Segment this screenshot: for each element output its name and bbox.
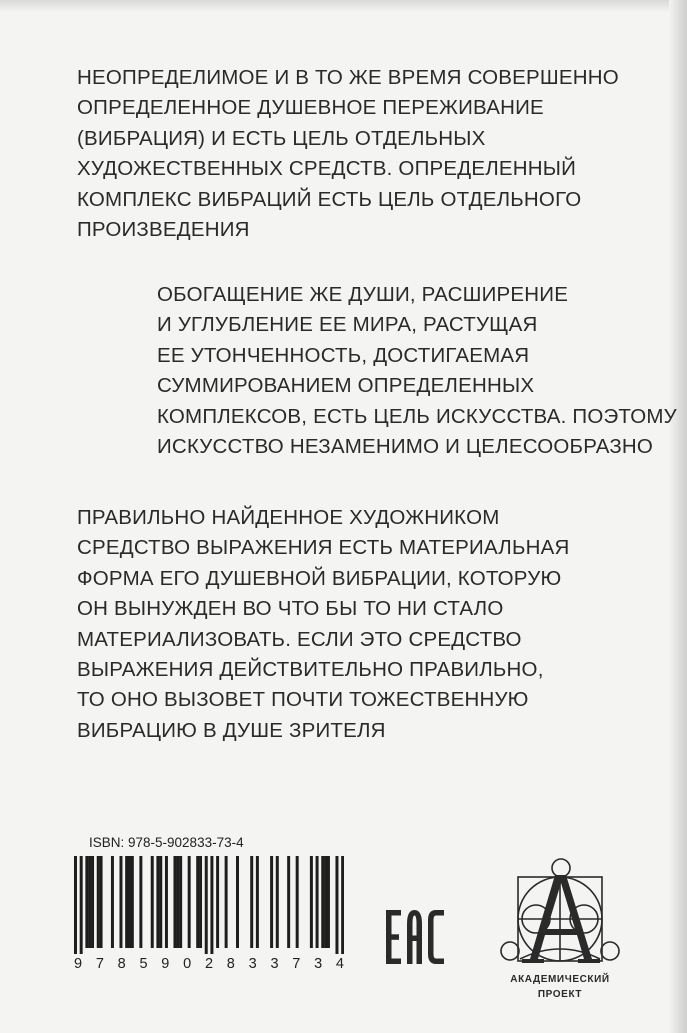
isbn-label: ISBN: 978-5-902833-73-4 [89, 835, 244, 850]
barcode-bar [321, 856, 324, 948]
quote-line: КОМПЛЕКС ВИБРАЦИЙ ЕСТЬ ЦЕЛЬ ОТДЕЛЬНОГО [77, 187, 582, 211]
quote-line: ОН ВЫНУЖДЕН ВО ЧТО БЫ ТО НИ СТАЛО [77, 597, 504, 621]
barcode-bar [131, 856, 134, 948]
barcode-bar [199, 856, 202, 948]
quote-line: ВИБРАЦИЮ В ДУШЕ ЗРИТЕЛЯ [77, 718, 386, 742]
barcode-bar [216, 856, 219, 948]
publisher-name-line-2: ПРОЕКТ [537, 989, 583, 1000]
barcode-bar [324, 856, 327, 948]
quote-line: ЕЕ УТОНЧЕННОСТЬ, ДОСТИГАЕМАЯ [157, 343, 530, 367]
barcode-bar [88, 856, 91, 948]
barcode-bar [119, 856, 122, 948]
barcode-digits: 9785902833734 [74, 956, 344, 971]
barcode-bar [128, 856, 131, 948]
barcode-bar [205, 856, 208, 954]
quote-paragraph-3 [77, 503, 569, 746]
barcode-bar [97, 856, 100, 948]
quote-line: ИСКУССТВО НЕЗАМЕНИМО И ЦЕЛЕСООБРАЗНО [157, 435, 654, 459]
barcode-bar [159, 856, 162, 948]
barcode-bar [165, 856, 168, 948]
quote-line: МАТЕРИАЛИЗОВАТЬ. ЕСЛИ ЭТО СРЕДСТВО [77, 627, 522, 651]
barcode-bar [287, 856, 290, 948]
barcode-bar [236, 856, 239, 948]
barcode-bar [210, 856, 213, 954]
quote-line: ХУДОЖЕСТВЕННЫХ СРЕДСТВ. ОПРЕДЕЛЕННЫЙ [77, 157, 577, 181]
quote-paragraph-2 [157, 280, 677, 462]
barcode-bar [91, 856, 94, 948]
quote-line: ТО ОНО ВЫЗОВЕТ ПОЧТИ ТОЖЕСТВЕННУЮ [77, 688, 529, 712]
quote-line: НЕОПРЕДЕЛИМОЕ И В ТО ЖЕ ВРЕМЯ СОВЕРШЕННО [77, 66, 619, 89]
quote-line: И УГЛУБЛЕНИЕ ЕЕ МИРА, РАСТУЩАЯ [157, 313, 538, 337]
quote-line: ВЫРАЖЕНИЯ ДЕЙСТВИТЕЛЬНО ПРАВИЛЬНО, [77, 658, 544, 682]
quote-line: КОМПЛЕКСОВ, ЕСТЬ ЦЕЛЬ ИСКУССТВА. ПОЭТОМУ [157, 404, 677, 428]
barcode-bar [250, 856, 253, 948]
barcode-bar [74, 856, 77, 954]
quote-line: ПРАВИЛЬНО НАЙДЕННОЕ ХУДОЖНИКОМ [77, 506, 500, 529]
barcode-bar [310, 856, 313, 948]
quote-line: ПРОИЗВЕДЕНИЯ [77, 218, 250, 242]
barcode-bar [270, 856, 273, 948]
publisher-name [490, 972, 630, 1002]
quote-line: (ВИБРАЦИЯ) И ЕСТЬ ЦЕЛЬ ОТДЕЛЬНЫХ [77, 126, 486, 150]
barcode-bar [256, 856, 259, 948]
barcode-bar [296, 856, 299, 948]
barcode [74, 856, 344, 971]
barcode-bar [125, 856, 128, 948]
quote-paragraph-1 [77, 63, 619, 245]
barcode-bar [85, 856, 88, 948]
book-spine-edge [669, 0, 687, 1033]
quote-line: СРЕДСТВО ВЫРАЖЕНИЯ ЕСТЬ МАТЕРИАЛЬНАЯ [77, 536, 570, 560]
barcode-bar [276, 856, 279, 948]
eac-mark-icon [386, 910, 444, 964]
publisher-name-line-1: АКАДЕМИЧЕСКИЙ [510, 974, 610, 985]
barcode-bar [80, 856, 83, 954]
barcode-bar [176, 856, 179, 948]
barcode-bar [341, 856, 344, 954]
quote-line: СУММИРОВАНИЕМ ОПРЕДЕЛЕННЫХ [157, 374, 535, 398]
barcode-bar [327, 856, 330, 948]
quote-line: ОБОГАЩЕНИЕ ЖЕ ДУШИ, РАСШИРЕНИЕ [157, 283, 569, 306]
barcode-bar [188, 856, 191, 948]
barcode-bar [173, 856, 176, 948]
barcode-bar [196, 856, 199, 948]
barcode-bar [100, 856, 103, 948]
barcode-bar [179, 856, 182, 948]
barcode-bar [156, 856, 159, 948]
barcode-bar [151, 856, 154, 948]
quote-line: ОПРЕДЕЛЕННОЕ ДУШЕВНОЕ ПЕРЕЖИВАНИЕ [77, 96, 544, 120]
page-top-edge [0, 0, 687, 12]
barcode-bar [316, 856, 319, 948]
quote-line: ФОРМА ЕГО ДУШЕВНОЙ ВИБРАЦИИ, КОТОРУЮ [77, 566, 562, 590]
barcode-bar [335, 856, 338, 954]
barcode-bar [111, 856, 114, 948]
barcode-bar [139, 856, 142, 948]
barcode-bar [225, 856, 228, 948]
barcode-bars [74, 856, 344, 954]
